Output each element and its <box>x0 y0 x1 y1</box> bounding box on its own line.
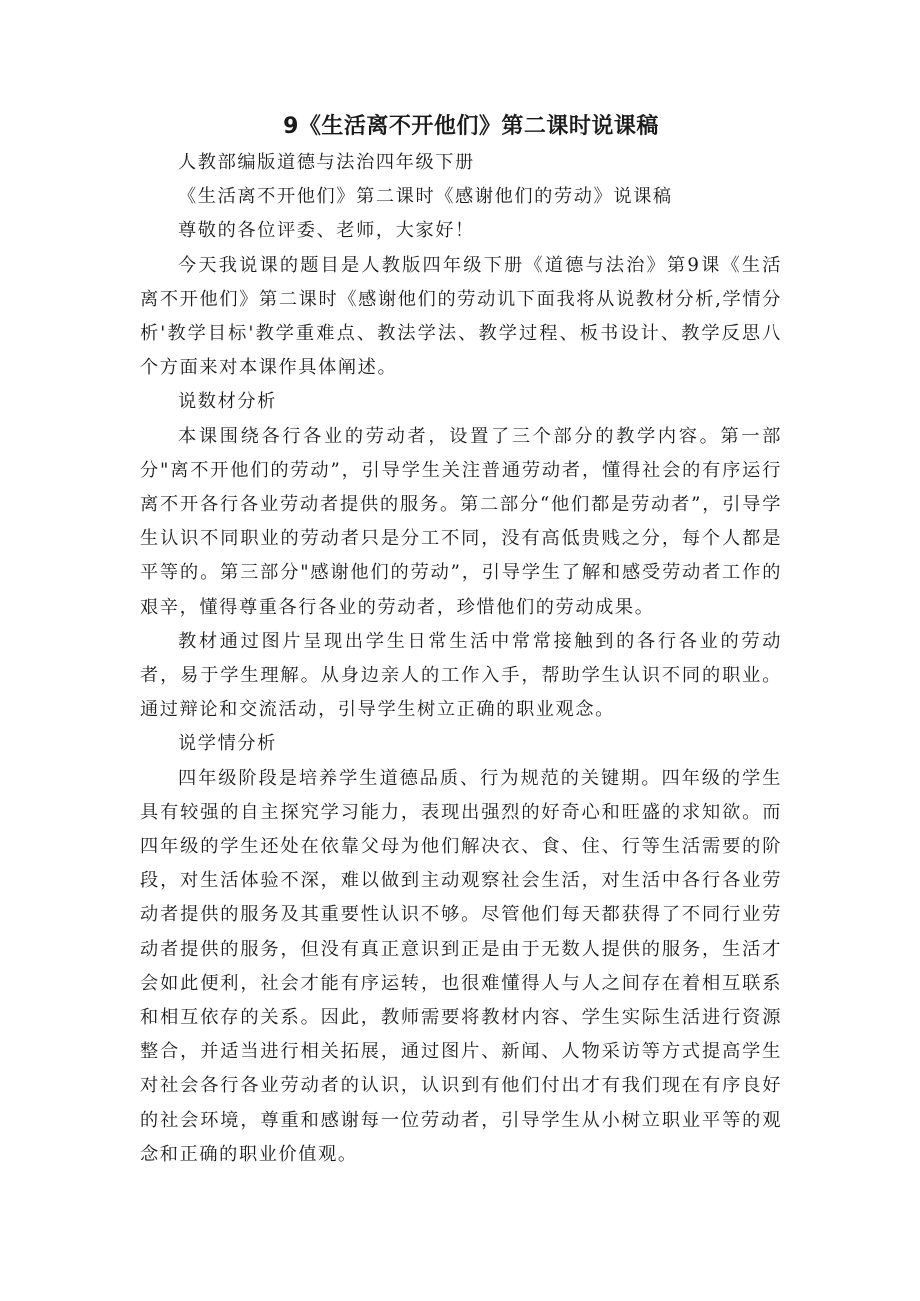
document-title: 9《生活离不开他们》第二课时说课稿 <box>283 114 659 139</box>
textbook-paragraph-2: 教材通过图片呈现出学生日常生活中常常接触到的各行各业的劳动者，易于学生理解。从身边亲人的工作入手，帮助学生认识不同的职业。通过辩论和交流活动，引导学生树立正确的职业观念。 <box>140 630 782 721</box>
textbook-paragraph-1: 本课围绕各行各业的劳动者，设置了三个部分的教学内容。第一部分"离不开他们的劳动”，引导学生关注普通劳动者，懂得社会的有序运行离不开各行各业劳动者提供的服务。第二部分“他们都是劳动者”，引导学生认识不同职业的劳动者只是分工不同，没有高低贵贱之分，每个人都是平等的。第三部分"感谢他们的劳动”，引导学生了解和感受劳动者工作的艰辛，懂得尊重各行各业的劳动者，珍惜他们的劳动成果。 <box>140 425 782 618</box>
section-heading-students: 说学情分析 <box>178 733 277 755</box>
greeting-line: 尊敬的各位评委、老师，大家好！ <box>178 220 475 242</box>
document-page <box>140 108 782 1172</box>
intro-paragraph: 今天我说课的题目是人教版四年级下册《道德与法治》第9课《生活离不开他们》第二课时《感谢他们的劳动讥下面我将从说教材分析,学情分析'教学目标'教学重难点、教法学法、教学过程、板书设计、教学反思八个方面来对本课作具体阐述。 <box>140 254 782 379</box>
publisher-line: 人教部编版道德与法治四年级下册 <box>178 152 475 173</box>
lesson-title-line: 《生活离不开他们》第二课时《感谢他们的劳动》说课稿 <box>178 186 673 208</box>
section-heading-textbook: 说数材分析 <box>178 391 277 413</box>
students-paragraph-1: 四年级阶段是培养学生道德品质、行为规范的关键期。四年级的学生具有较强的自主探究学习能力，表现出强烈的好奇心和旺盛的求知欲。而四年级的学生还处在依靠父母为他们解决衣、食、住、行等生活需要的阶段，对生活体验不深，难以做到主动观察社会生活，对生活中各行各业劳动者提供的服务及其重要性认识不够。尽管他们每天都获得了不同行业劳动者提供的服务，但没有真正意识到正是由于无数人提供的服务，生活才会如此便利，社会才能有序运转，也很难懂得人与人之间存在着相互联系和相互依存的关系。因此，教师需要将教材内容、学生实际生活进行资源整合，并适当进行相关拓展，通过图片、新闻、人物采访等方式提高学生对社会各行各业劳动者的认识，认识到有他们付出才有我们现在有序良好的社会环境，尊重和感谢每一位劳动者，引导学生从小树立职业平等的观念和正确的职业价值观。 <box>140 767 782 1165</box>
